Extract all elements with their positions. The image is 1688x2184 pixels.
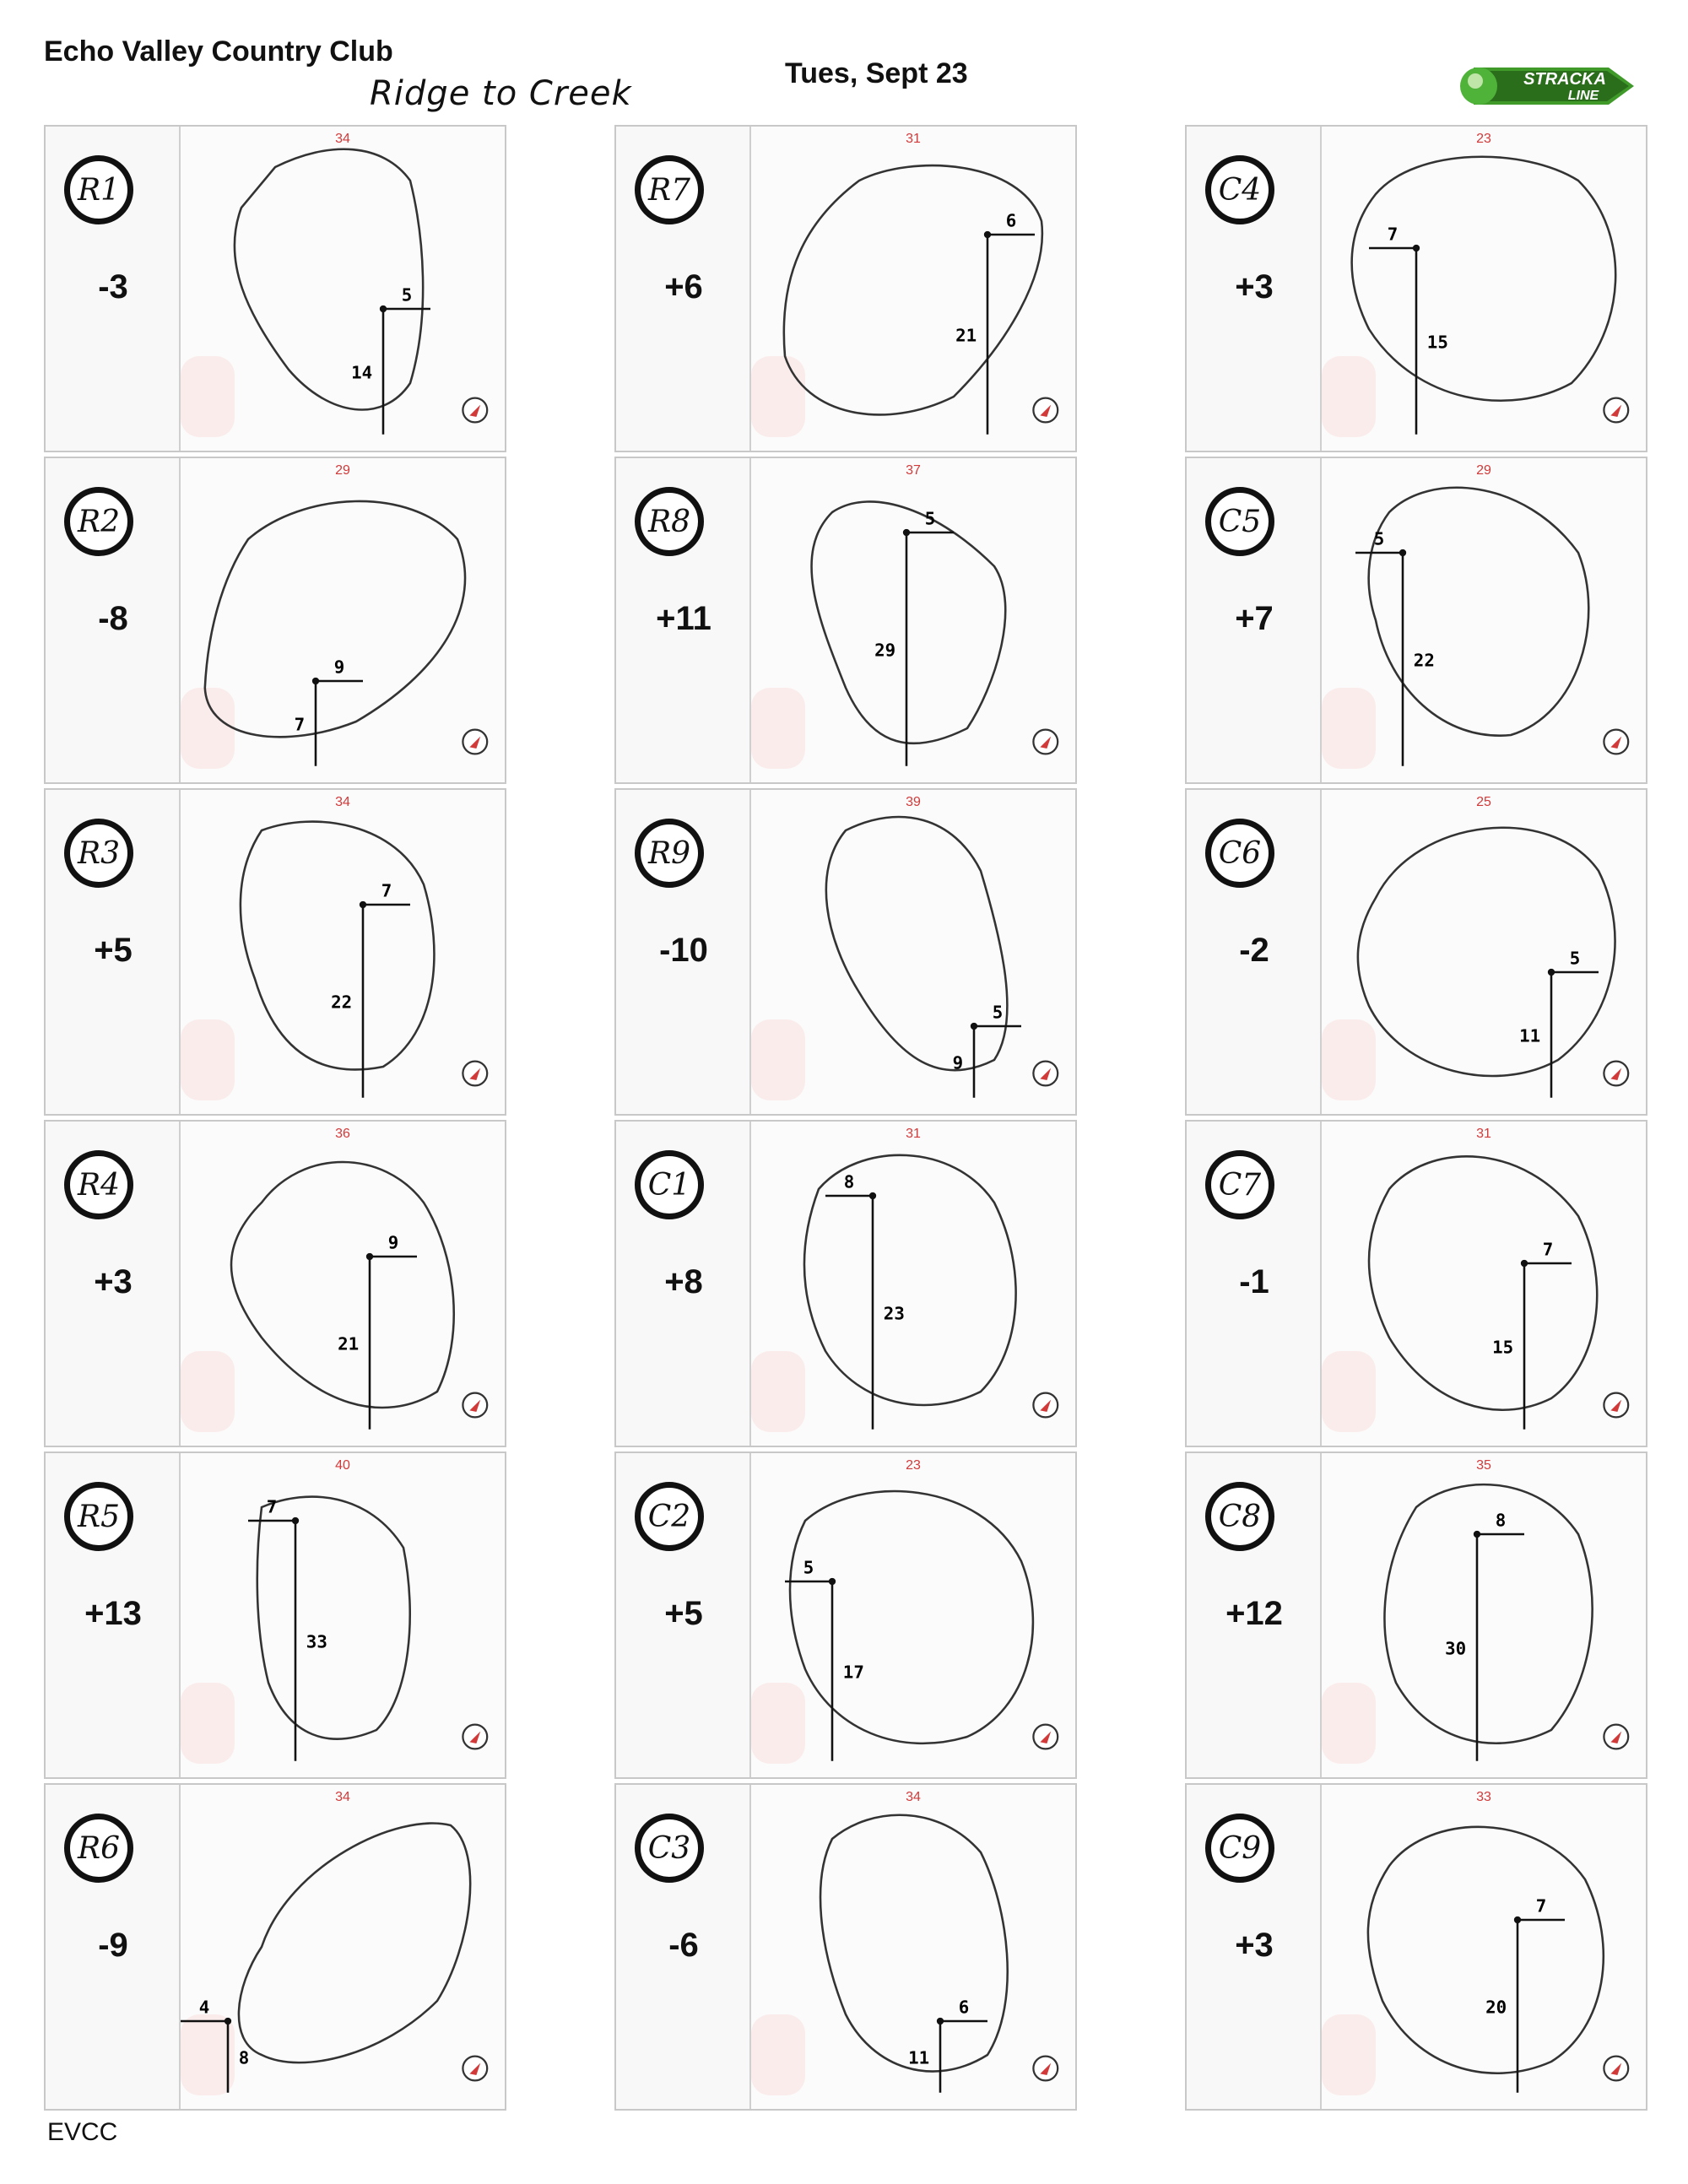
- green-diagram: [181, 1122, 505, 1446]
- green-outline: [820, 1815, 1008, 2072]
- green-diagram: [181, 127, 505, 451]
- side-distance: 5: [1373, 528, 1385, 549]
- compass-icon: [463, 2057, 487, 2081]
- green-depth: 35: [1476, 1458, 1491, 1473]
- compass-icon: [1033, 2057, 1058, 2081]
- green-diagram: [751, 790, 1075, 1114]
- compass-icon: [463, 1725, 487, 1749]
- pin-dot: [1548, 969, 1555, 976]
- card-label-panel: [616, 1453, 751, 1777]
- hole-badge: R9: [635, 819, 704, 888]
- pin-dot: [225, 2018, 231, 2025]
- green-diagram: [181, 790, 505, 1114]
- green-depth: 40: [335, 1458, 350, 1473]
- card-label-panel: [616, 127, 751, 451]
- green-outline: [1369, 1156, 1597, 1409]
- hole-badge: C9: [1205, 1814, 1274, 1883]
- green-card: [44, 1120, 506, 1447]
- back-distance: 21: [338, 1333, 360, 1354]
- hole-badge: R8: [635, 487, 704, 556]
- bunker-hazard: [1322, 1019, 1376, 1100]
- green-outline: [790, 1491, 1033, 1743]
- bunker-hazard: [1322, 1351, 1376, 1432]
- hole-badge: R5: [64, 1482, 133, 1551]
- compass-icon: [463, 730, 487, 754]
- green-depth: 31: [906, 132, 921, 147]
- back-distance: 29: [874, 640, 896, 661]
- hole-badge: R4: [64, 1150, 133, 1219]
- back-distance: 9: [952, 1052, 964, 1073]
- footer-label: EVCC: [47, 2118, 118, 2146]
- green-card: [44, 125, 506, 452]
- hole-score: +6: [664, 268, 703, 305]
- back-distance: 22: [331, 992, 353, 1013]
- green-card: [1185, 1451, 1647, 1779]
- back-distance: 30: [1445, 1638, 1467, 1659]
- green-depth: 31: [906, 1127, 921, 1142]
- pin-dot: [903, 529, 910, 536]
- back-distance: 20: [1485, 1997, 1507, 2018]
- bunker-hazard: [181, 2014, 235, 2095]
- pin-dot: [1474, 1531, 1480, 1538]
- green-depth: 33: [1476, 1790, 1491, 1805]
- pin-dot: [1514, 1916, 1521, 1923]
- green-diagram: [1322, 1785, 1646, 2109]
- back-distance: 33: [306, 1631, 327, 1652]
- green-depth: 29: [335, 463, 350, 478]
- pin-dot: [292, 1517, 299, 1524]
- bunker-hazard: [751, 688, 805, 769]
- back-distance: 21: [955, 325, 977, 346]
- pin-dot: [1413, 245, 1420, 251]
- card-label-panel: [46, 458, 181, 782]
- bunker-hazard: [1322, 2014, 1376, 2095]
- hole-score: +5: [664, 1595, 703, 1632]
- side-distance: 5: [401, 284, 413, 305]
- back-distance: 15: [1426, 332, 1448, 353]
- hole-score: -1: [1239, 1263, 1269, 1300]
- side-distance: 9: [333, 657, 345, 678]
- green-depth: 34: [335, 1790, 350, 1805]
- side-distance: 7: [1542, 1239, 1554, 1260]
- hole-score: +3: [1235, 1927, 1274, 1964]
- back-distance: 15: [1492, 1337, 1514, 1358]
- green-diagram: [1322, 458, 1646, 782]
- side-distance: 4: [198, 1997, 210, 2018]
- green-depth: 36: [335, 1127, 350, 1142]
- green-diagram: [1322, 1453, 1646, 1777]
- green-card: [614, 788, 1077, 1116]
- bunker-hazard: [751, 356, 805, 437]
- bunker-hazard: [1322, 356, 1376, 437]
- green-depth: 39: [906, 795, 921, 810]
- bunker-hazard: [751, 1351, 805, 1432]
- bunker-hazard: [181, 1351, 235, 1432]
- compass-icon: [1033, 730, 1058, 754]
- hole-badge: C3: [635, 1814, 704, 1883]
- compass-icon: [1604, 398, 1628, 423]
- green-depth: 34: [906, 1790, 921, 1805]
- green-card: [614, 1451, 1077, 1779]
- hole-score: -2: [1239, 932, 1269, 969]
- green-card: [614, 1783, 1077, 2111]
- green-card: [44, 457, 506, 784]
- green-outline: [1385, 1484, 1593, 1743]
- bunker-hazard: [181, 1683, 235, 1764]
- green-outline: [1368, 1827, 1604, 2073]
- compass-icon: [463, 1062, 487, 1086]
- hole-badge: R3: [64, 819, 133, 888]
- stracka-line-logo: [1457, 59, 1636, 113]
- green-depth: 34: [335, 795, 350, 810]
- back-distance: 7: [294, 714, 306, 735]
- green-depth: 37: [906, 463, 921, 478]
- pin-dot: [971, 1023, 977, 1030]
- hole-score: +8: [664, 1263, 703, 1300]
- green-depth: 29: [1476, 463, 1491, 478]
- compass-icon: [1033, 1393, 1058, 1418]
- pin-dot: [380, 305, 387, 312]
- green-card: [614, 1120, 1077, 1447]
- card-label-panel: [1187, 127, 1322, 451]
- bunker-hazard: [1322, 1683, 1376, 1764]
- green-outline: [257, 1497, 410, 1739]
- pin-dot: [1521, 1260, 1528, 1267]
- card-label-panel: [616, 458, 751, 782]
- logo-text-bottom: LINE: [1567, 89, 1599, 103]
- hole-score: +11: [656, 600, 711, 637]
- compass-icon: [1033, 1062, 1058, 1086]
- pin-dot: [366, 1253, 373, 1260]
- back-distance: 14: [351, 362, 373, 383]
- side-distance: 7: [1535, 1895, 1547, 1916]
- green-diagram: [1322, 127, 1646, 451]
- green-card: [44, 1783, 506, 2111]
- side-distance: 8: [1495, 1510, 1507, 1531]
- hole-score: +3: [1235, 268, 1274, 305]
- pin-dot: [937, 2018, 944, 2025]
- green-depth: 25: [1476, 795, 1491, 810]
- green-outline: [241, 822, 435, 1070]
- green-card: [1185, 457, 1647, 784]
- hole-badge: C6: [1205, 819, 1274, 888]
- pin-dot: [360, 901, 366, 908]
- back-distance: 22: [1413, 650, 1435, 671]
- compass-icon: [1604, 2057, 1628, 2081]
- bunker-hazard: [181, 1019, 235, 1100]
- green-outline: [784, 165, 1042, 414]
- hole-badge: C4: [1205, 155, 1274, 224]
- card-label-panel: [46, 790, 181, 1114]
- green-diagram: [181, 1785, 505, 2109]
- green-card: [614, 457, 1077, 784]
- hole-badge: C1: [635, 1150, 704, 1219]
- back-distance: 11: [908, 2047, 930, 2068]
- green-outline: [1352, 157, 1616, 401]
- compass-icon: [1604, 1393, 1628, 1418]
- green-outline: [205, 501, 465, 737]
- hole-score: -9: [98, 1927, 128, 1964]
- card-label-panel: [1187, 1453, 1322, 1777]
- compass-icon: [1033, 1725, 1058, 1749]
- bunker-hazard: [751, 1683, 805, 1764]
- compass-icon: [1604, 730, 1628, 754]
- green-diagram: [1322, 790, 1646, 1114]
- card-label-panel: [616, 1785, 751, 2109]
- back-distance: 11: [1519, 1025, 1541, 1046]
- bunker-hazard: [1322, 688, 1376, 769]
- green-card: [1185, 1120, 1647, 1447]
- back-distance: 23: [883, 1303, 905, 1324]
- green-depth: 34: [335, 132, 350, 147]
- pin-dot: [312, 678, 319, 684]
- green-outline: [235, 149, 423, 410]
- hole-badge: C2: [635, 1482, 704, 1551]
- green-depth: 23: [906, 1458, 921, 1473]
- back-distance: 8: [238, 2047, 250, 2068]
- hole-score: -3: [98, 268, 128, 305]
- hole-score: +3: [94, 1263, 133, 1300]
- green-diagram: [181, 458, 505, 782]
- green-outline: [804, 1155, 1016, 1405]
- side-distance: 6: [1005, 210, 1017, 231]
- side-distance: 9: [387, 1232, 399, 1253]
- card-label-panel: [46, 127, 181, 451]
- course-name: Ridge to Creek: [370, 74, 632, 113]
- side-distance: 7: [266, 1496, 278, 1517]
- bunker-hazard: [181, 356, 235, 437]
- green-diagram: [1322, 1122, 1646, 1446]
- green-diagram: [751, 458, 1075, 782]
- side-distance: 6: [958, 1997, 970, 2018]
- hole-score: +5: [94, 932, 133, 969]
- hole-badge: C7: [1205, 1150, 1274, 1219]
- back-distance: 17: [842, 1662, 864, 1683]
- side-distance: 5: [992, 1002, 1004, 1023]
- hole-badge: C8: [1205, 1482, 1274, 1551]
- pin-dot: [984, 231, 991, 238]
- green-card: [44, 1451, 506, 1779]
- hole-score: -8: [98, 600, 128, 637]
- pin-dot: [829, 1578, 836, 1585]
- hole-badge: R7: [635, 155, 704, 224]
- card-label-panel: [1187, 1785, 1322, 2109]
- compass-icon: [463, 1393, 487, 1418]
- hole-badge: R1: [64, 155, 133, 224]
- green-diagram: [751, 1453, 1075, 1777]
- club-name: Echo Valley Country Club: [44, 35, 393, 68]
- hole-score: +7: [1235, 600, 1274, 637]
- logo-text-top: STRACKA: [1523, 70, 1606, 89]
- green-outline: [239, 1824, 470, 2063]
- compass-icon: [1033, 398, 1058, 423]
- hole-score: -10: [659, 932, 708, 969]
- green-diagram: [751, 1785, 1075, 2109]
- green-diagram: [181, 1453, 505, 1777]
- side-distance: 5: [1569, 948, 1581, 969]
- green-outline: [826, 817, 1008, 1070]
- green-depth: 23: [1476, 132, 1491, 147]
- hole-score: +12: [1225, 1595, 1283, 1632]
- side-distance: 8: [843, 1171, 855, 1192]
- pin-dot: [1399, 549, 1406, 556]
- side-distance: 7: [1387, 224, 1399, 245]
- card-label-panel: [1187, 1122, 1322, 1446]
- green-outline: [812, 501, 1006, 743]
- compass-icon: [463, 398, 487, 423]
- card-label-panel: [46, 1122, 181, 1446]
- green-depth: 31: [1476, 1127, 1491, 1142]
- green-outline: [231, 1162, 454, 1408]
- compass-icon: [1604, 1725, 1628, 1749]
- green-card: [1185, 125, 1647, 452]
- card-label-panel: [1187, 458, 1322, 782]
- hole-score: +13: [84, 1595, 142, 1632]
- green-diagram: [751, 127, 1075, 451]
- date-label: Tues, Sept 23: [785, 57, 968, 89]
- hole-badge: R6: [64, 1814, 133, 1883]
- pin-dot: [869, 1192, 876, 1199]
- card-label-panel: [1187, 790, 1322, 1114]
- green-card: [44, 788, 506, 1116]
- hole-score: -6: [668, 1927, 699, 1964]
- green-card: [1185, 788, 1647, 1116]
- hole-badge: R2: [64, 487, 133, 556]
- hole-badge: C5: [1205, 487, 1274, 556]
- side-distance: 5: [924, 508, 936, 529]
- card-label-panel: [46, 1453, 181, 1777]
- bunker-hazard: [751, 1019, 805, 1100]
- card-label-panel: [616, 790, 751, 1114]
- card-label-panel: [46, 1785, 181, 2109]
- side-distance: 5: [803, 1557, 814, 1578]
- card-label-panel: [616, 1122, 751, 1446]
- bunker-hazard: [751, 2014, 805, 2095]
- side-distance: 7: [381, 880, 392, 901]
- green-card: [614, 125, 1077, 452]
- green-card: [1185, 1783, 1647, 2111]
- compass-icon: [1604, 1062, 1628, 1086]
- green-diagram: [751, 1122, 1075, 1446]
